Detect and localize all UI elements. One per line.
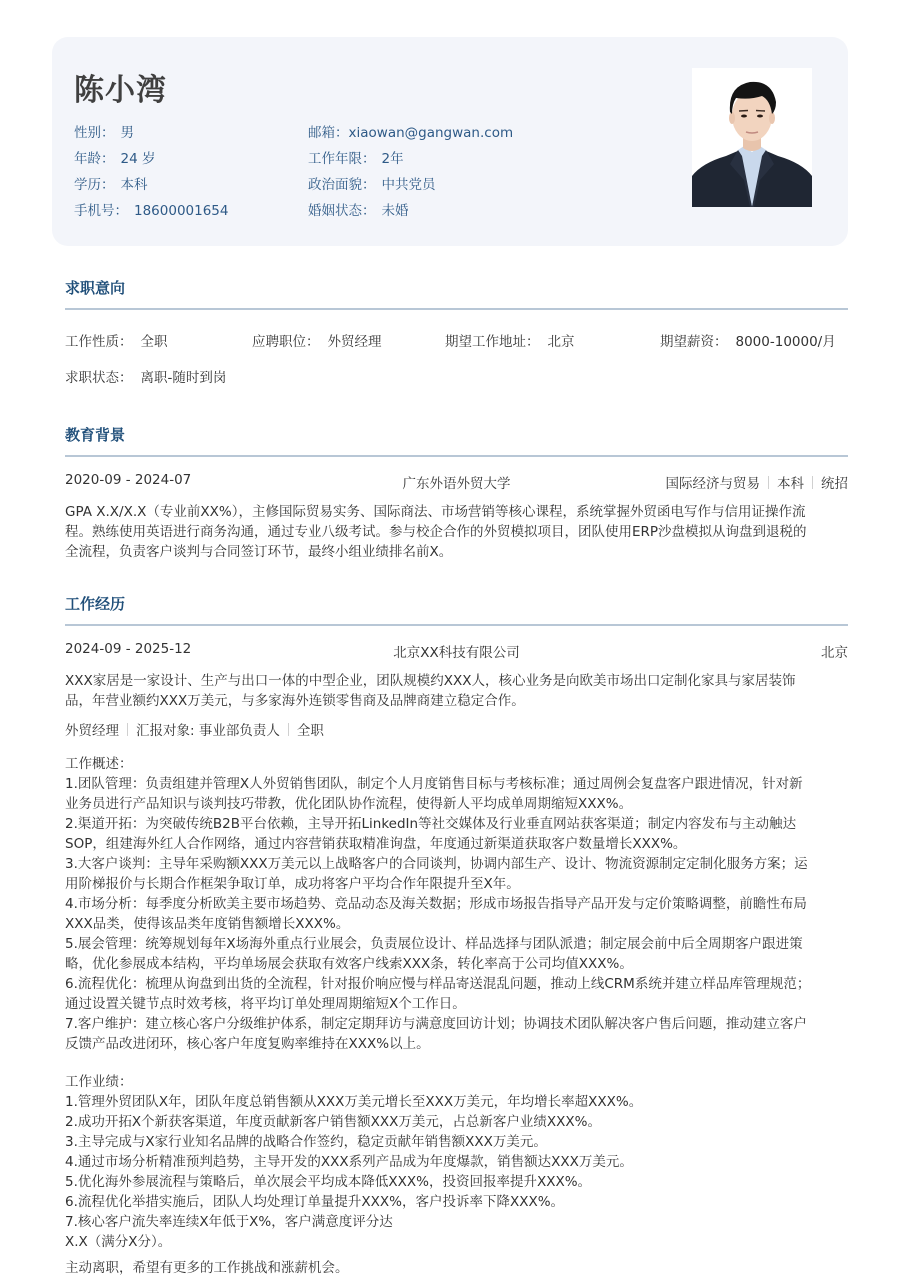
field-label: 应聘职位： xyxy=(252,334,320,350)
text-line: 1.团队管理：负责组建并管理X人外贸销售团队，制定个人月度销售目标与考核标准；通过周例会复盘客户跟进情况，针对新 xyxy=(65,776,803,792)
text-line: X.X（满分X分）。 xyxy=(65,1234,172,1250)
field-job-status xyxy=(65,366,226,386)
separator xyxy=(768,476,769,489)
education-degree: 本科 xyxy=(777,476,804,492)
text-line: 4.市场分析：每季度分析欧美主要市场趋势、竞品动态及海关数据；形成市场报告指导产品开发与定价策略调整，前瞻性布局 xyxy=(65,896,807,912)
text-line: 用阶梯报价与长期合作框架争取订单，成功将客户平均合作年限提升至X年。 xyxy=(65,876,520,892)
work-role-row xyxy=(65,719,324,739)
info-value: 未婚 xyxy=(381,203,409,219)
separator xyxy=(812,476,813,489)
info-label: 工作年限： xyxy=(308,151,376,167)
info-label: 学历： xyxy=(74,177,115,193)
education-period: 2020-09 - 2024-07 xyxy=(65,472,192,488)
info-label: 政治面貌： xyxy=(308,177,376,193)
info-age xyxy=(74,147,155,167)
text-line: 4.通过市场分析精准预判趋势，主导开发的XXX系列产品成为年度爆款，销售额达XXX万美元。 xyxy=(65,1154,633,1170)
info-label: 性别： xyxy=(74,125,115,141)
info-value: 中共党员 xyxy=(381,177,436,193)
field-location xyxy=(445,330,575,350)
text-line: 2.成功开拓X个新获客渠道，年度贡献新客户销售额XXX万美元，占总新客户业绩XXX%。 xyxy=(65,1114,601,1130)
field-label: 求职状态： xyxy=(65,370,133,386)
profile-photo xyxy=(692,68,812,207)
text-line: 品，年营业额约XXX万美元，与多家海外连锁零售商及品牌商建立稳定合作。 xyxy=(65,693,525,709)
work-period: 2024-09 - 2025-12 xyxy=(65,641,192,657)
info-value: 18600001654 xyxy=(134,203,229,219)
section-divider xyxy=(65,624,848,626)
info-phone xyxy=(74,199,228,219)
field-label: 期望工作地址： xyxy=(445,334,540,350)
field-work-type xyxy=(65,330,168,350)
info-value: 24 岁 xyxy=(120,151,156,167)
info-value: 本科 xyxy=(120,177,148,193)
education-school: 广东外语外贸大学 xyxy=(402,476,511,492)
person-portrait-icon xyxy=(692,68,812,207)
section-title-education: 教育背景 xyxy=(65,426,126,444)
work-header-row xyxy=(65,641,848,661)
work-location: 北京 xyxy=(821,645,848,661)
text-line: 3.大客户谈判：主导年采购额XXX万美元以上战略客户的合同谈判，协调内部生产、设计、物流资源制定定制化服务方案；运 xyxy=(65,856,808,872)
field-value: 北京 xyxy=(547,334,575,350)
text-line: 7.核心客户流失率连续X年低于X%，客户满意度评分达 xyxy=(65,1214,393,1230)
text-line: 略，优化参展成本结构，平均单场展会获取有效客户线索XXX条，转化率高于公司均值XXX%。 xyxy=(65,956,633,972)
text-line: 6.流程优化举措实施后，团队人均处理订单量提升XXX%，客户投诉率下降XXX%。 xyxy=(65,1194,565,1210)
field-position xyxy=(252,330,382,350)
work-achievements xyxy=(65,1072,840,1252)
text-line: 反馈产品改进闭环，核心客户年度复购率维持在XXX%以上。 xyxy=(65,1036,430,1052)
field-salary xyxy=(660,330,836,350)
separator xyxy=(288,723,289,736)
section-title-work: 工作经历 xyxy=(65,595,126,613)
section-title-job-intention: 求职意向 xyxy=(65,279,126,297)
info-label: 邮箱： xyxy=(308,125,349,141)
info-label: 手机号： xyxy=(74,203,128,219)
text-line: 1.管理外贸团队X年，团队年度总销售额从XXX万美元增长至XXX万美元，年均增长率超XXX%。 xyxy=(65,1094,643,1110)
field-value: 外贸经理 xyxy=(327,334,382,350)
text-line: 5.展会管理：统筹规划每年X场海外重点行业展会，负责展位设计、样品选择与团队派遣；制定展会前中后全周期客户跟进策 xyxy=(65,936,803,952)
field-value: 全职 xyxy=(140,334,168,350)
field-value: 离职-随时到岗 xyxy=(140,370,227,386)
section-divider xyxy=(65,455,848,457)
text-line: 5.优化海外参展流程与策略后，单次展会平均成本降低XXX%，投资回报率提升XXX%。 xyxy=(65,1174,592,1190)
achievements-title: 工作业绩： xyxy=(65,1074,133,1090)
education-description xyxy=(65,502,840,562)
education-major: 国际经济与贸易 xyxy=(665,476,760,492)
education-meta xyxy=(666,472,849,492)
text-line: XXX家居是一家设计、生产与出口一体的中型企业，团队规模约XXX人，核心业务是向欧美市场出口定制化家具与家居装饰 xyxy=(65,673,796,689)
work-company: 北京XX科技有限公司 xyxy=(393,645,520,661)
field-value: 8000-10000/月 xyxy=(735,334,836,350)
work-position: 外贸经理 xyxy=(65,723,119,739)
work-overview xyxy=(65,754,840,1054)
text-line: GPA X.X/X.X（专业前XX%），主修国际贸易实务、国际商法、市场营销等核心课程，系统掌握外贸函电写作与信用证操作流 xyxy=(65,504,806,520)
info-marital-status xyxy=(308,199,409,219)
separator xyxy=(127,723,128,736)
education-type: 统招 xyxy=(821,476,848,492)
overview-title: 工作概述： xyxy=(65,756,133,772)
info-email xyxy=(308,121,513,141)
text-line: 6.流程优化：梳理从询盘到出货的全流程，针对报价响应慢与样品寄送混乱问题，推动上线CRM系统并建立样品库管理规范； xyxy=(65,976,811,992)
info-label: 婚姻状态： xyxy=(308,203,376,219)
text-line: 程。熟练使用英语进行商务沟通，通过专业八级考试。参与校企合作的外贸模拟项目，团队使用ERP沙盘模拟从询盘到退税的 xyxy=(65,524,807,540)
leave-reason: 主动离职，希望有更多的工作挑战和涨薪机会。 xyxy=(65,1260,349,1276)
text-line: 7.客户维护：建立核心客户分级维护体系，制定定期拜访与满意度回访计划；协调技术团队解决客户售后问题，推动建立客户 xyxy=(65,1016,807,1032)
text-line: 2.渠道开拓：为突破传统B2B平台依赖，主导开拓LinkedIn等社交媒体及行业垂直网站获客渠道；制定内容发布与主动触达 xyxy=(65,816,797,832)
info-value: 2年 xyxy=(381,151,404,167)
info-value: xiaowan@gangwan.com xyxy=(348,125,514,141)
candidate-name: 陈小湾 xyxy=(74,73,167,108)
info-gender xyxy=(74,121,134,141)
text-line: SOP，组建海外红人合作网络，通过内容营销获取精准询盘，年度通过新渠道获取客户数量增长XXX%。 xyxy=(65,836,687,852)
info-work-years xyxy=(308,147,404,167)
field-label: 工作性质： xyxy=(65,334,133,350)
education-header-row xyxy=(65,472,848,492)
text-line: 通过设置关键节点时效考核，将平均订单处理周期缩短X个工作日。 xyxy=(65,996,466,1012)
work-report-to: 汇报对象: 事业部负责人 xyxy=(136,723,280,739)
info-label: 年龄： xyxy=(74,151,115,167)
section-divider xyxy=(65,308,848,310)
profile-header-card xyxy=(52,37,848,246)
field-label: 期望薪资： xyxy=(660,334,728,350)
text-line: 业务员进行产品知识与谈判技巧带教，优化团队协作流程，使得新人平均成单周期缩短XXX%。 xyxy=(65,796,633,812)
info-value: 男 xyxy=(120,125,134,141)
text-line: 全流程，负责客户谈判与合同签订环节，最终小组业绩排名前X。 xyxy=(65,544,453,560)
text-line: XXX品类，使得该品类年度销售额增长XXX%。 xyxy=(65,916,350,932)
company-description xyxy=(65,671,840,711)
text-line: 3.主导完成与X家行业知名品牌的战略合作签约，稳定贡献年销售额XXX万美元。 xyxy=(65,1134,547,1150)
work-employment-type: 全职 xyxy=(296,723,324,739)
info-education xyxy=(74,173,148,193)
info-political-status xyxy=(308,173,436,193)
